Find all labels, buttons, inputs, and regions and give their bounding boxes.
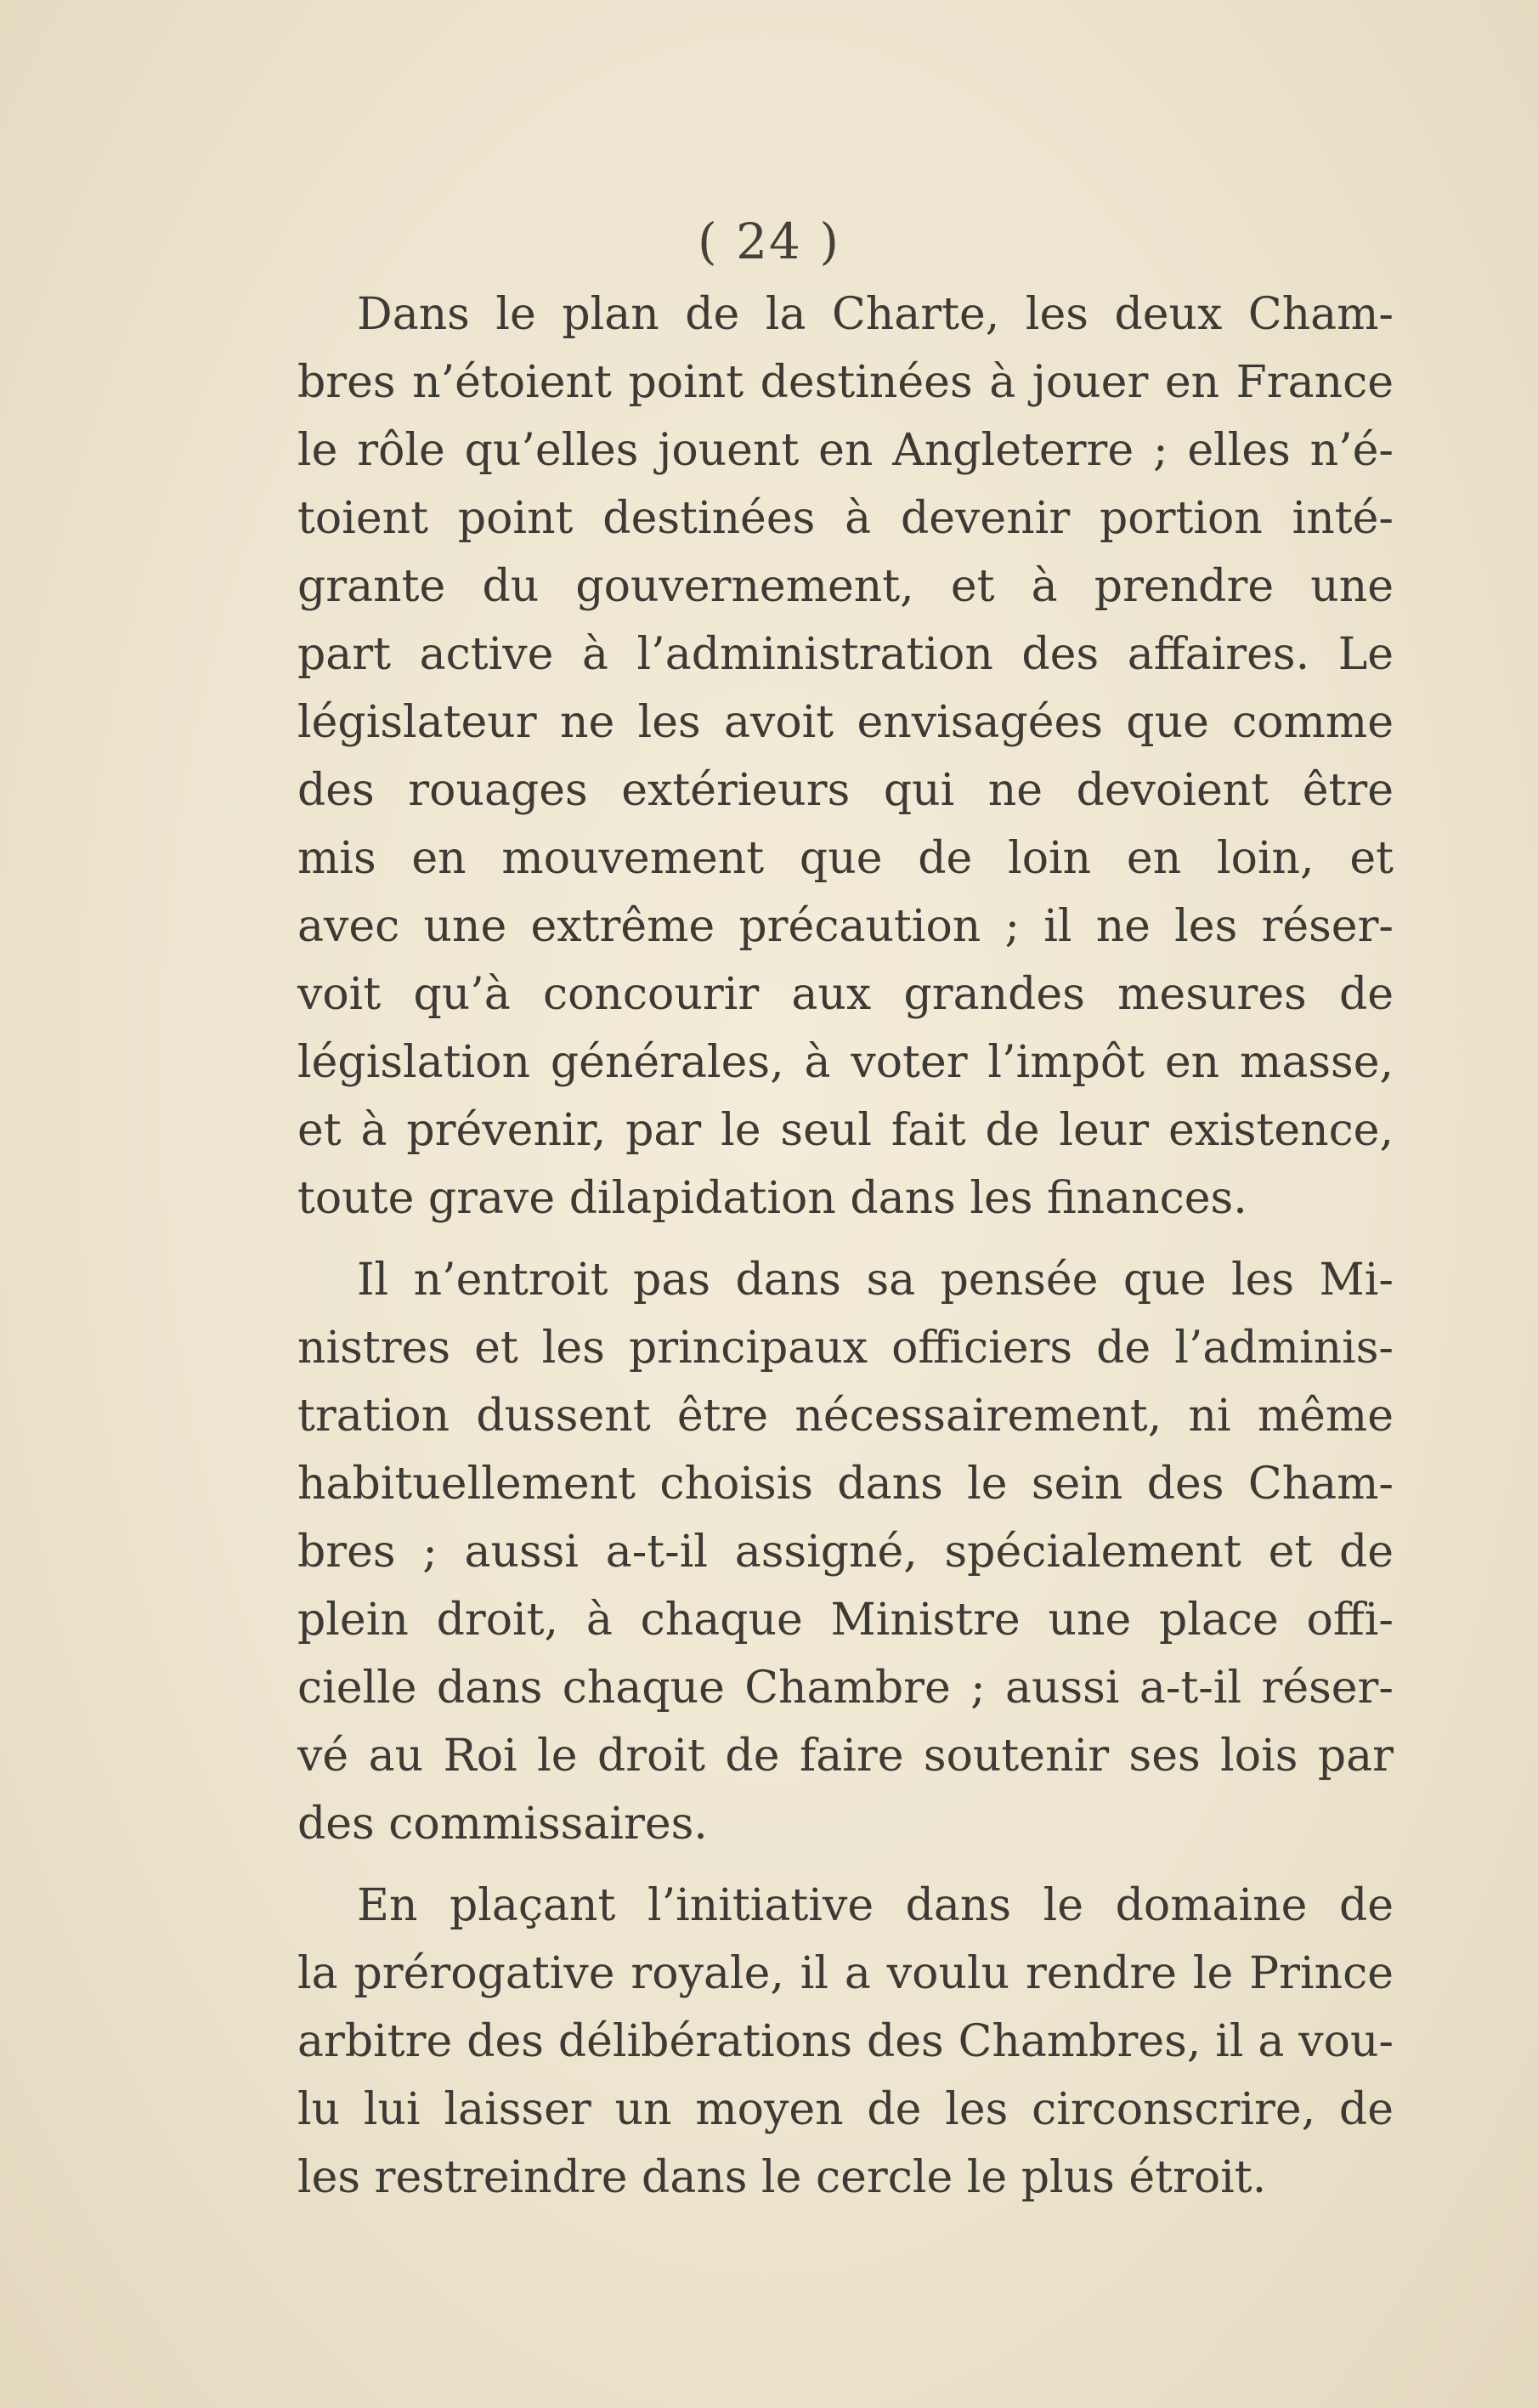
text-line: grante du gouvernement, et à prendre une	[297, 561, 1394, 612]
text-line: vé au Roi le droit de faire soutenir ses lois par	[297, 1731, 1394, 1782]
text-line: Dans le plan de la Charte, les deux Cham-	[357, 289, 1394, 340]
text-line: cielle dans chaque Chambre ; aussi a-t-il réser-	[297, 1663, 1394, 1714]
text-line: En plaçant l’initiative dans le domaine de	[357, 1880, 1394, 1931]
text-line: nistres et les principaux officiers de l’adminis-	[297, 1323, 1394, 1374]
paragraph-gap	[297, 1858, 1394, 1872]
text-line: des commissaires.	[297, 1799, 708, 1850]
text-line: la prérogative royale, il a voulu rendre le Prince	[297, 1948, 1394, 1999]
body-text	[297, 280, 1394, 2212]
text-line: et à prévenir, par le seul fait de leur existence,	[297, 1105, 1394, 1156]
text-line: le rôle qu’elles jouent en Angleterre ; elles n’é-	[297, 425, 1394, 476]
text-line: Il n’entroit pas dans sa pensée que les Mi-	[357, 1255, 1394, 1306]
text-line: toute grave dilapidation dans les finances.	[297, 1173, 1247, 1224]
text-line: des rouages extérieurs qui ne devoient être	[297, 765, 1394, 816]
text-line: législation générales, à voter l’impôt en masse,	[297, 1037, 1394, 1088]
text-line: législateur ne les avoit envisagées que comme	[297, 697, 1394, 748]
paragraph-3	[297, 1872, 1394, 2212]
text-line: lu lui laisser un moyen de les circonscrire, de	[297, 2084, 1394, 2135]
text-line: bres ; aussi a-t-il assigné, spécialement et de	[297, 1527, 1394, 1578]
text-line: part active à l’administration des affaires. Le	[297, 629, 1394, 680]
text-line: toient point destinées à devenir portion inté-	[297, 493, 1394, 544]
paragraph-gap	[297, 1232, 1394, 1246]
text-line: bres n’étoient point destinées à jouer en France	[297, 357, 1394, 408]
text-line: voit qu’à concourir aux grandes mesures de	[297, 969, 1394, 1020]
text-line: les restreindre dans le cercle le plus étroit.	[297, 2152, 1267, 2203]
text-line: plein droit, à chaque Ministre une place offi-	[297, 1595, 1394, 1646]
paragraph-2	[297, 1246, 1394, 1858]
text-line: mis en mouvement que de loin en loin, et	[297, 833, 1394, 884]
page-number: ( 24 )	[698, 212, 840, 270]
paragraph-1	[297, 280, 1394, 1232]
text-line: arbitre des délibérations des Chambres, il a vou-	[297, 2016, 1394, 2067]
text-line: avec une extrême précaution ; il ne les réser-	[297, 901, 1394, 952]
text-line: habituellement choisis dans le sein des Cham-	[297, 1459, 1394, 1510]
text-line: tration dussent être nécessairement, ni même	[297, 1391, 1394, 1442]
